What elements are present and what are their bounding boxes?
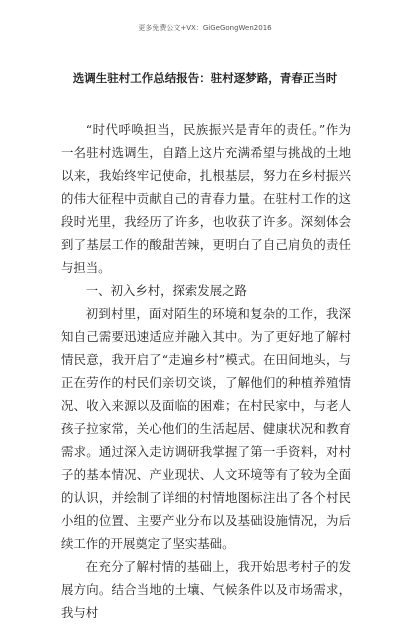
paragraph: 在充分了解村情的基础上，我开始思考村子的发展方向。结合当地的土壤、气候条件以及市场需求，我与村 <box>61 559 351 620</box>
document-body <box>61 118 351 624</box>
page-header: 更多免费公文+VX：GiGeGongWen2016 <box>138 24 272 32</box>
section-heading: 一、初入乡村，探索发展之路 <box>85 283 247 298</box>
paragraph-intro: “时代呼唤担当，民族振兴是青年的责任。”作为一名驻村选调生，自踏上这片充满希望与挑战的土地以来，我始终牢记使命，扎根基层，努力在乡村振兴的伟大征程中贡献自己的青春力量。在驻村工作的这段时光里，我经历了许多，也收获了许多。深刻体会到了基层工作的酸甜苦辣，更明白了自己肩负的责任与担当。 <box>61 122 351 275</box>
document-title: 选调生驻村工作总结报告：驻村逐梦路，青春正当时 <box>72 71 338 85</box>
paragraph: 初到村里，面对陌生的环境和复杂的工作，我深知自己需要迅速适应并融入其中。为了更好地了解村情民意，我开启了“走遍乡村”模式。在田间地头，与正在劳作的村民们亲切交谈，了解他们的种植养殖情况、收入来源以及面临的困难；在村民家中，与老人孩子拉家常，关心他们的生活起居、健康状况和教育需求。通过深入走访调研我掌握了第一手资料，对村子的基本情况、产业现状、人文环境等有了较为全面的认识，并绘制了详细的村情地图标注出了各个村民小组的位置、主要产业分布以及基础设施情况，为后续工作的开展奠定了坚实基础。 <box>61 306 351 551</box>
